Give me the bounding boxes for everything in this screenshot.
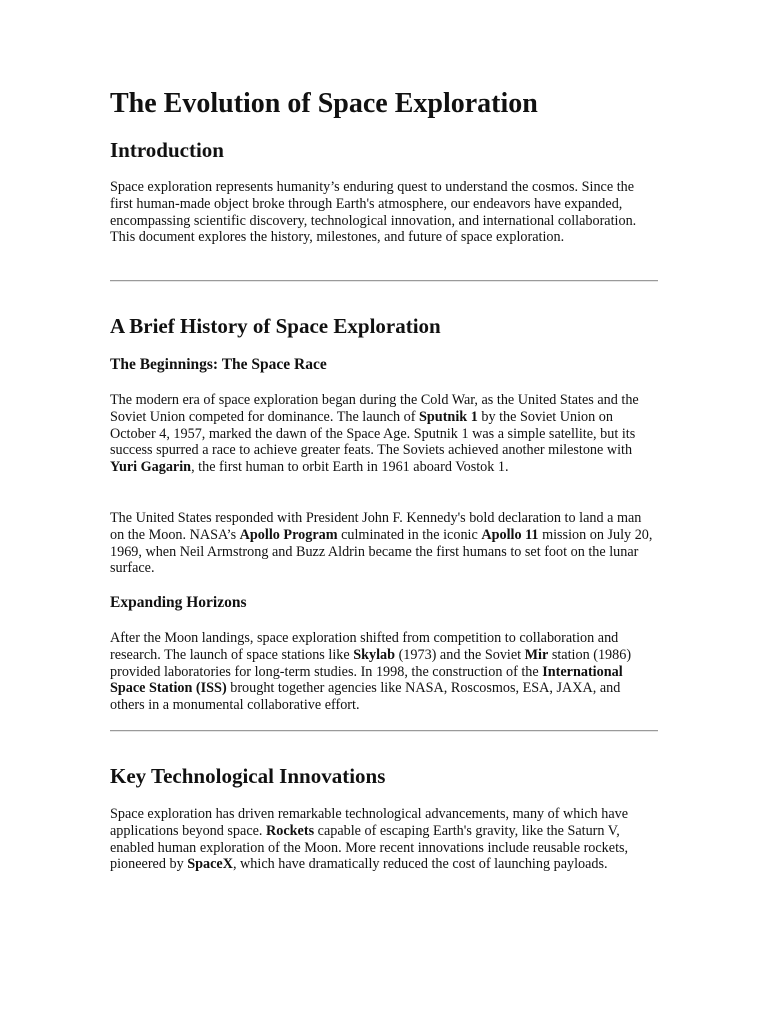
expanding-horizons-paragraph: [110, 630, 658, 714]
intro-paragraph: Space exploration represents humanity’s enduring quest to understand the cosmos. Since the first human-made object broke through Earth's atmosphere, our endeavors have expanded, encompassing scientific discovery, technological innovation, and international collaboration. This document explores the history, milestones, and future of space exploration.: [110, 179, 637, 246]
subsection-heading-space-race: The Beginnings: The Space Race: [110, 356, 327, 373]
bold-term-apollo-11: Apollo 11: [481, 526, 539, 543]
bold-term-mir: Mir: [524, 646, 549, 663]
space-race-paragraph-2: [110, 510, 658, 577]
bold-term-rockets: Rockets: [266, 822, 315, 839]
text-run: (1973) and the Soviet: [395, 646, 525, 663]
text-run: capable of escaping Earth's gravity, like the Saturn V, enabled human exploration of the Moon. More recent innovations include reusable rockets, pioneered by: [110, 822, 629, 873]
bold-term-iss: International Space Station (ISS): [110, 663, 623, 697]
bold-term-apollo-program: Apollo Program: [239, 526, 338, 543]
section-heading-technology: Key Technological Innovations: [110, 764, 386, 788]
bold-term-spacex: SpaceX: [187, 856, 233, 873]
space-race-paragraph-1: [110, 392, 658, 476]
subsection-heading-expanding-horizons: Expanding Horizons: [110, 594, 247, 611]
text-run: brought together agencies like NASA, Roscosmos, ESA, JAXA, and others in a monumental collaborative effort.: [110, 680, 621, 714]
text-run: station (1986) provided laboratories for long-term studies. In 1998, the construction of the: [110, 646, 632, 680]
text-run: Space exploration has driven remarkable technological advancements, many of which have applications beyond space.: [110, 806, 629, 839]
bold-term-sputnik-1: Sputnik 1: [419, 408, 478, 425]
section-divider: [110, 280, 658, 282]
section-heading-introduction: Introduction: [110, 138, 224, 162]
document-title: The Evolution of Space Exploration: [110, 88, 538, 119]
section-heading-history: A Brief History of Space Exploration: [110, 314, 441, 338]
bold-term-skylab: Skylab: [353, 646, 396, 663]
text-run: After the Moon landings, space exploration shifted from competition to collaboration and research. The launch of space stations like: [110, 630, 619, 663]
text-run: , the first human to orbit Earth in 1961 aboard Vostok 1.: [191, 459, 509, 476]
text-run: culminated in the iconic: [337, 526, 482, 543]
text-run: by the Soviet Union on October 4, 1957, marked the dawn of the Space Age. Sputnik 1 was a simple satellite, but its success spurred a race to achieve greater feats. The Soviets achieved another milestone with: [110, 408, 636, 459]
technology-paragraph: [110, 806, 658, 873]
text-run: , which have dramatically reduced the cost of launching payloads.: [232, 856, 608, 873]
text-run: mission on July 20, 1969, when Neil Armstrong and Buzz Aldrin became the first humans to set foot on the lunar surface.: [110, 526, 653, 577]
bold-term-yuri-gagarin: Yuri Gagarin: [110, 459, 192, 476]
text-run: The United States responded with President John F. Kennedy's bold declaration to land a man on the Moon. NASA’s: [110, 510, 642, 543]
section-divider: [110, 730, 658, 732]
text-run: The modern era of space exploration began during the Cold War, as the United States and the Soviet Union competed for dominance. The launch of: [110, 392, 639, 425]
